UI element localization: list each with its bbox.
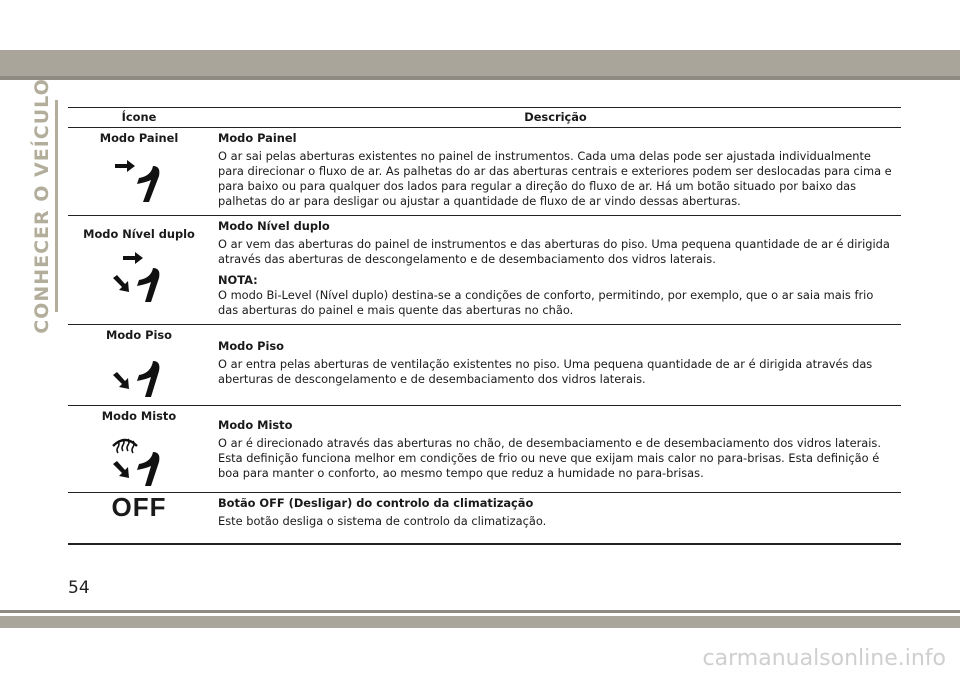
mode-name: Modo Misto [101, 409, 177, 423]
icon-cell [68, 493, 210, 545]
off-button-icon: OFF [111, 492, 167, 522]
icon-cell [68, 406, 210, 493]
table-row [68, 493, 901, 545]
description-cell [210, 406, 901, 493]
header-description: Descrição [210, 108, 901, 128]
mix-mode-icon [109, 432, 169, 488]
table-row [68, 325, 901, 406]
table-header-row [68, 108, 901, 128]
footer-band [0, 616, 960, 628]
table-row [68, 128, 901, 216]
description-title: Modo Misto [218, 418, 293, 432]
floor-vent-icon [109, 351, 169, 401]
section-tab [22, 78, 62, 334]
description-cell [210, 128, 901, 216]
description-body: O ar é direcionado através das aberturas no chão, de desembaciamento e de desembaciamento dos vidros laterais. Esta definição funciona melhor em condições de frio ou neve que exijam mais calor no para-brisas. Esta definição é boa para manter o conforto, ao mesmo tempo que reduz a humidade no para-brisas. [218, 436, 881, 480]
mode-name: Modo Painel [99, 131, 179, 145]
mode-name: Modo Nível duplo [83, 227, 195, 241]
icon-cell [68, 325, 210, 406]
panel-vent-icon [109, 154, 169, 206]
page-number: 54 [68, 578, 90, 598]
description-body: O ar entra pelas aberturas de ventilação existentes no piso. Uma pequena quantidade de ar é dirigida através das aberturas de descongelamento e de desembaciamento dos vidros laterais. [218, 357, 873, 386]
description-title: Modo Painel [218, 131, 297, 145]
description-title: Modo Piso [218, 339, 284, 353]
header-band [0, 50, 960, 76]
climate-modes-table [68, 107, 901, 545]
description-cell [210, 493, 901, 545]
description-cell [210, 325, 901, 406]
mode-name: Modo Piso [106, 328, 172, 342]
icon-cell [68, 128, 210, 216]
note-label: NOTA: [218, 273, 258, 287]
bi-level-icon [109, 250, 169, 306]
watermark: carmanualsonline.info [702, 646, 946, 671]
section-rule [55, 100, 58, 312]
description-body: O ar sai pelas aberturas existentes no painel de instrumentos. Cada uma delas pode ser ajustada individualmente para direcionar o fluxo de ar. As palhetas do ar das aberturas centrais e exteriores podem ser deslocadas para cima e para baixo ou para qualquer dos lados para regular a direção do fluxo de ar. Há um botão situado por baixo das palhetas do ar para desligar ou ajustar a quantidade de fluxo de ar vindo dessas aberturas. [218, 149, 892, 208]
footer-rule [0, 610, 960, 613]
header-rule [0, 76, 960, 80]
description-title: Botão OFF (Desligar) do controlo da climatização [218, 496, 534, 510]
note-text: O modo Bi-Level (Nível duplo) destina-se a condições de conforto, permitindo, por exemplo, que o ar saia mais frio das aberturas do painel e mais quente das aberturas no chão. [218, 288, 874, 317]
header-icon: Ícone [68, 108, 210, 128]
description-body: O ar vem das aberturas do painel de instrumentos e das aberturas do piso. Uma pequena quantidade de ar é dirigida através das aberturas de descongelamento e de desembaciamento dos vidros laterais. [218, 237, 890, 266]
icon-cell [68, 216, 210, 325]
description-title: Modo Nível duplo [218, 219, 330, 233]
description-body: Este botão desliga o sistema de controlo da climatização. [218, 514, 547, 528]
table-row [68, 406, 901, 493]
table-row [68, 216, 901, 325]
section-label: CONHECER O VEÍCULO [31, 78, 53, 334]
description-cell [210, 216, 901, 325]
